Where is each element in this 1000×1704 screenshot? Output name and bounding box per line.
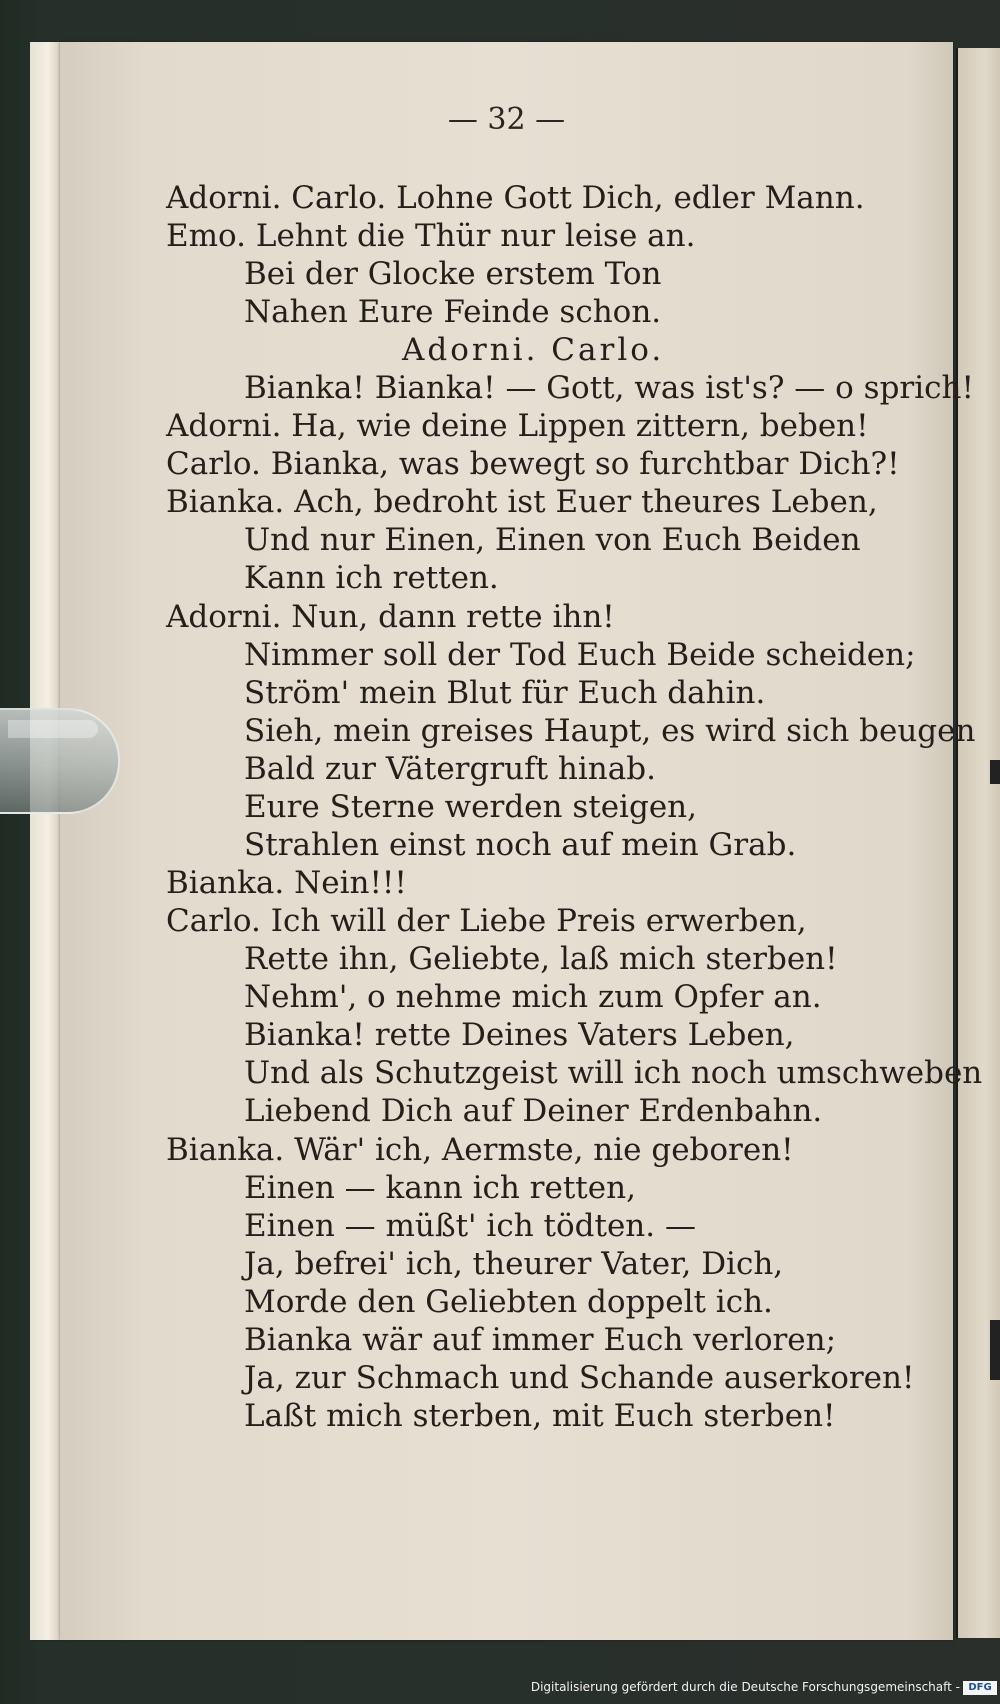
text-line: Nahen Eure Feinde schon. xyxy=(244,294,662,330)
text-line: Bald zur Vätergruft hinab. xyxy=(244,751,656,787)
text-line: Adorni. Ha, wie deine Lippen zittern, beben! xyxy=(166,408,869,444)
digitization-credit: Digitalisierung gefördert durch die Deutsche Forschungsgemeinschaft - xyxy=(530,1680,960,1694)
text-line: Und nur Einen, Einen von Euch Beiden xyxy=(244,522,861,558)
page-clip-highlight xyxy=(8,720,98,738)
text-line: Carlo. Ich will der Liebe Preis erwerben, xyxy=(166,903,807,939)
dfg-logo: DFG xyxy=(963,1681,997,1695)
facing-page-mark xyxy=(990,1320,1000,1380)
book-page xyxy=(60,42,983,1640)
text-line: Morde den Geliebten doppelt ich. xyxy=(244,1284,773,1320)
facing-page-mark xyxy=(990,760,1000,784)
text-line: Emo. Lehnt die Thür nur leise an. xyxy=(166,218,696,254)
text-line: Bianka! rette Deines Vaters Leben, xyxy=(244,1017,795,1053)
page-spine-edge xyxy=(30,42,60,1640)
text-line: Adorni. Carlo. Lohne Gott Dich, edler Mann. xyxy=(166,180,865,216)
text-line: Bei der Glocke erstem Ton xyxy=(244,256,662,292)
text-line: Einen — kann ich retten, xyxy=(244,1170,636,1206)
text-line: Nehm', o nehme mich zum Opfer an. xyxy=(244,979,822,1015)
text-line: Bianka! Bianka! — Gott, was ist's? — o sprich! xyxy=(244,370,974,406)
text-line: Rette ihn, Geliebte, laß mich sterben! xyxy=(244,941,838,977)
text-line: Carlo. Bianka, was bewegt so furchtbar Dich?! xyxy=(166,446,900,482)
text-line: Eure Sterne werden steigen, xyxy=(244,789,697,825)
text-line: Ja, befrei' ich, theurer Vater, Dich, xyxy=(244,1246,784,1282)
text-line: Liebend Dich auf Deiner Erdenbahn. xyxy=(244,1093,823,1129)
text-line: Ström' mein Blut für Euch dahin. xyxy=(244,675,766,711)
text-line: Bianka. Wär' ich, Aermste, nie geboren! xyxy=(166,1132,794,1168)
page-number: — 32 — xyxy=(447,102,566,137)
text-line: Bianka wär auf immer Euch verloren; xyxy=(244,1322,837,1358)
text-line: Sieh, mein greises Haupt, es wird sich beugen xyxy=(244,713,976,749)
text-line: Nimmer soll der Tod Euch Beide scheiden; xyxy=(244,637,916,673)
facing-page-edge xyxy=(956,48,1000,1638)
text-line: Bianka. Ach, bedroht ist Euer theures Leben, xyxy=(166,484,878,520)
text-line: Kann ich retten. xyxy=(244,560,499,596)
text-line: Einen — müßt' ich tödten. — xyxy=(244,1208,696,1244)
text-line: Bianka. Nein!!! xyxy=(166,865,407,901)
text-line: Ja, zur Schmach und Schande auserkoren! xyxy=(244,1360,915,1396)
text-line: Und als Schutzgeist will ich noch umschweben xyxy=(244,1055,983,1091)
stage-heading: Adorni. Carlo. xyxy=(402,332,665,368)
text-line: Strahlen einst noch auf mein Grab. xyxy=(244,827,797,863)
text-line: Adorni. Nun, dann rette ihn! xyxy=(166,599,615,635)
text-line: Laßt mich sterben, mit Euch sterben! xyxy=(244,1398,836,1434)
